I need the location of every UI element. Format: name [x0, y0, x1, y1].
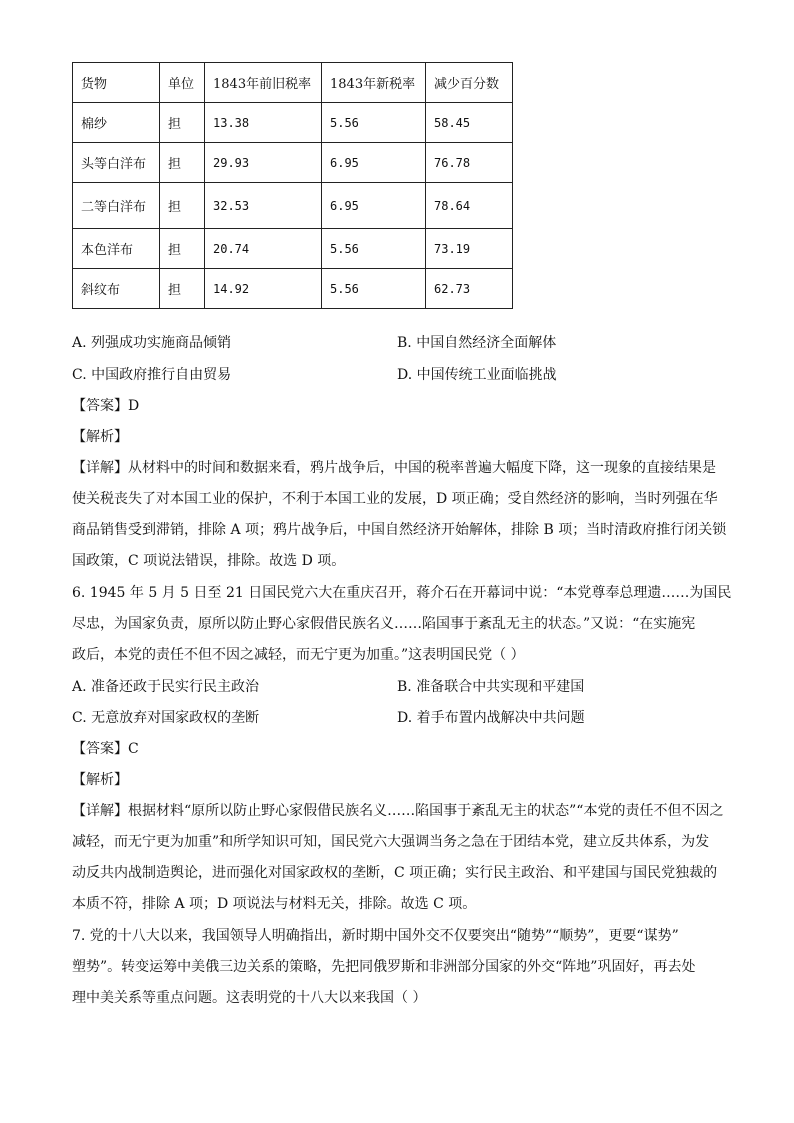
table-row	[73, 229, 513, 269]
table-row	[73, 183, 513, 229]
table-header-cell: 单位	[160, 63, 205, 103]
table-cell: 58.45	[426, 103, 513, 143]
table-cell: 5.56	[322, 229, 426, 269]
q5-answer: 【答案】D	[72, 398, 140, 414]
q5-detail-line: 商品销售受到滞销，排除 A 项；鸦片战争后，中国自然经济开始解体，排除 B 项；当时清政府推行闭关锁	[72, 522, 727, 538]
q6-stem-line: 6. 1945 年 5 月 5 日至 21 日国民党六大在重庆召开，蒋介石在开幕词中说：“本党尊奉总理遗……为国民	[72, 585, 732, 601]
table-cell: 头等白洋布	[73, 143, 160, 183]
q5-option-a: A. 列强成功实施商品倾销	[72, 335, 232, 351]
table-cell: 62.73	[426, 269, 513, 309]
q5-option-c: C. 中国政府推行自由贸易	[72, 367, 232, 383]
table-header-cell: 货物	[73, 63, 160, 103]
q6-detail-line: 【详解】根据材料“原所以防止野心家假借民族名义……陷国事于紊乱无主的状态”“本党的责任不但不因之	[72, 803, 724, 819]
q6-option-c: C. 无意放弃对国家政权的垄断	[72, 710, 260, 726]
q6-option-a: A. 准备还政于民实行民主政治	[72, 679, 260, 695]
table-cell: 5.56	[322, 103, 426, 143]
q5-option-d: D. 中国传统工业面临挑战	[397, 367, 557, 383]
q5-analysis-label: 【解析】	[72, 429, 128, 445]
table-row	[73, 143, 513, 183]
table-cell: 29.93	[205, 143, 322, 183]
table-cell: 担	[160, 183, 205, 229]
table-cell: 担	[160, 103, 205, 143]
table-cell: 斜纹布	[73, 269, 160, 309]
table-cell: 6.95	[322, 183, 426, 229]
table-cell: 担	[160, 143, 205, 183]
table-cell: 本色洋布	[73, 229, 160, 269]
q6-stem-line: 政后，本党的责任不但不因之减轻，而无宁更为加重。”这表明国民党（ ）	[72, 647, 525, 663]
q5-detail-line: 国政策，C 项说法错误，排除。故选 D 项。	[72, 553, 346, 569]
table-cell: 二等白洋布	[73, 183, 160, 229]
q6-answer: 【答案】C	[72, 741, 139, 757]
q6-option-b: B. 准备联合中共实现和平建国	[397, 679, 585, 695]
q5-detail-line: 使关税丧失了对本国工业的保护，不利于本国工业的发展，D 项正确；受自然经济的影响，当时列强在华	[72, 491, 718, 507]
tariff-table	[72, 62, 513, 309]
q6-option-d: D. 着手布置内战解决中共问题	[397, 710, 585, 726]
table-cell: 担	[160, 229, 205, 269]
q6-detail-line: 动反共内战制造舆论，进而强化对国家政权的垄断，C 项正确；实行民主政治、和平建国与国民党独裁的	[72, 865, 718, 881]
q6-analysis-label: 【解析】	[72, 772, 128, 788]
table-cell: 76.78	[426, 143, 513, 183]
table-cell: 6.95	[322, 143, 426, 183]
table-header-cell: 1843年前旧税率	[205, 63, 322, 103]
q7-stem-line: 理中美关系等重点问题。这表明党的十八大以来我国（ ）	[72, 990, 427, 1006]
q6-detail-line: 本质不符，排除 A 项；D 项说法与材料无关，排除。故选 C 项。	[72, 896, 477, 912]
table-cell: 棉纱	[73, 103, 160, 143]
table-cell: 32.53	[205, 183, 322, 229]
q6-stem-line: 尽忠，为国家负责，原所以防止野心家假借民族名义……陷国事于紊乱无主的状态。”又说：“在实施宪	[72, 616, 696, 632]
q6-detail-line: 减轻，而无宁更为加重”和所学知识可知，国民党六大强调当务之急在于团结本党，建立反共体系，为发	[72, 834, 710, 850]
table-header-cell: 1843年新税率	[322, 63, 426, 103]
q7-stem-line: 7. 党的十八大以来，我国领导人明确指出，新时期中国外交不仅要突出“随势”“顺势”，更要“谋势”	[72, 928, 679, 944]
table-cell: 73.19	[426, 229, 513, 269]
table-row	[73, 103, 513, 143]
table-header-row	[73, 63, 513, 103]
table-cell: 20.74	[205, 229, 322, 269]
table-cell: 78.64	[426, 183, 513, 229]
table-header-cell: 减少百分数	[426, 63, 513, 103]
q5-option-b: B. 中国自然经济全面解体	[397, 335, 557, 351]
table-cell: 担	[160, 269, 205, 309]
table-cell: 14.92	[205, 269, 322, 309]
q5-detail-line: 【详解】从材料中的时间和数据来看，鸦片战争后，中国的税率普遍大幅度下降，这一现象的直接结果是	[72, 460, 716, 476]
table-cell: 5.56	[322, 269, 426, 309]
q7-stem-line: 塑势”。转变运筹中美俄三边关系的策略，先把同俄罗斯和非洲部分国家的外交“阵地”巩固好，再去处	[72, 959, 696, 975]
table-cell: 13.38	[205, 103, 322, 143]
table-row	[73, 269, 513, 309]
